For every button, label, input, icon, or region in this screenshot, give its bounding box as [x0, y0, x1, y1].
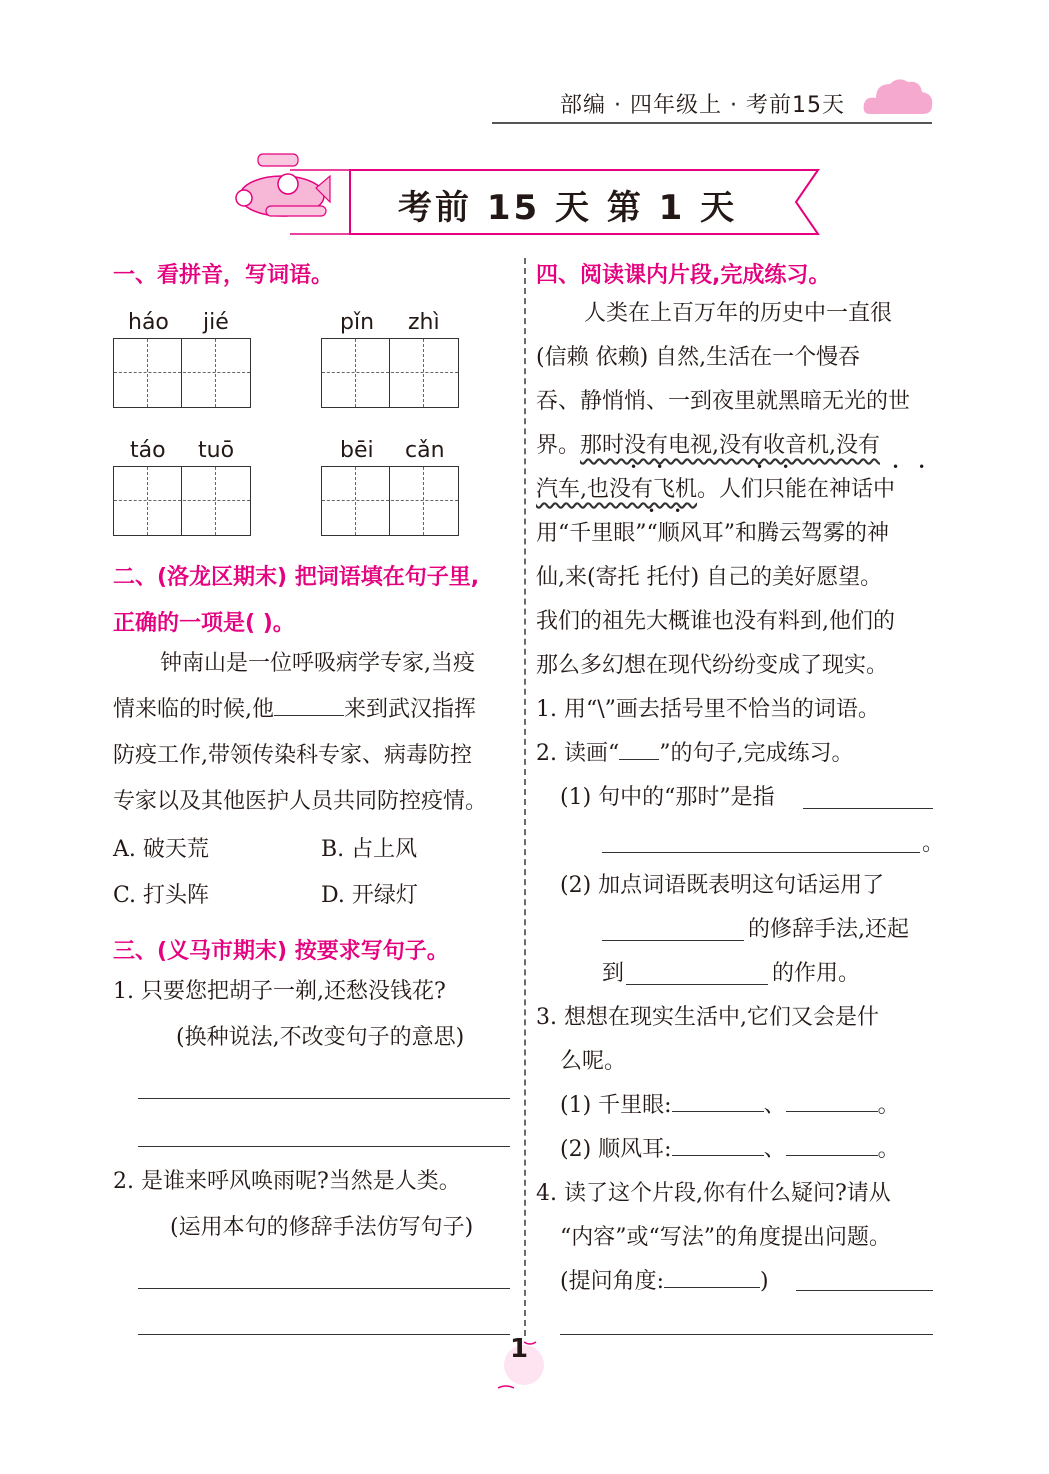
question: 4. 读了这个片段,你有什么疑问?请从: [536, 1181, 891, 1206]
column-divider: [524, 258, 526, 1336]
section3-heading: 三、(义马市期末) 按要求写句子。: [113, 939, 449, 964]
underline-sample: [619, 737, 659, 760]
question: 1. 只要您把胡子一剃,还愁没钱花?: [113, 979, 446, 1004]
pinyin: táo: [130, 438, 166, 463]
question: 2. 是谁来呼风唤雨呢?当然是人类。: [113, 1169, 461, 1194]
passage-line: 防疫工作,带领传染科专家、病毒防控: [113, 743, 472, 768]
pinyin: jié: [203, 310, 229, 335]
passage-line: 情来临的时候,他 来到武汉指挥: [113, 688, 476, 732]
fill-blank[interactable]: [664, 1265, 760, 1288]
option-a[interactable]: A. 破天荒: [113, 837, 209, 862]
pinyin: cǎn: [405, 438, 445, 463]
passage-line: 专家以及其他医护人员共同防控疫情。: [113, 789, 488, 814]
question-note: (运用本句的修辞手法仿写句子): [170, 1215, 474, 1240]
answer-line[interactable]: [560, 1334, 933, 1335]
airplane-icon: [236, 154, 330, 216]
pinyin: zhì: [408, 310, 440, 335]
fill-blank[interactable]: [786, 1133, 878, 1156]
emphasis-dots: • •: [892, 460, 926, 474]
wavy-underlined-sentence: 那时没有电视,没有收音机,没有: [580, 433, 881, 458]
passage-line: 吞、静悄悄、一到夜里就黑暗无光的世: [536, 389, 911, 414]
writing-grid[interactable]: [321, 466, 459, 536]
question: 3. 想想在现实生活中,它们又会是什: [536, 1005, 879, 1030]
question: (提问角度: ): [560, 1260, 769, 1304]
question: “内容”或“写法”的角度提出问题。: [560, 1225, 891, 1250]
option-c[interactable]: C. 打头阵: [113, 883, 210, 908]
fill-blank[interactable]: [672, 1089, 764, 1112]
question: 的修辞手法,还起: [748, 917, 909, 942]
pinyin: tuō: [198, 438, 235, 463]
section2-heading: 二、(洛龙区期末) 把词语填在句子里,: [113, 565, 480, 590]
question: 的作用。: [772, 961, 861, 986]
question: (1) 千里眼: 、 。: [560, 1084, 900, 1128]
cloud-icon: [862, 76, 934, 116]
writing-grid[interactable]: [321, 338, 459, 408]
passage-line: 那么多幻想在现代纷纷变成了现实。: [536, 653, 889, 678]
passage-line: 汽车,也没有飞机。人们只能在神话中: [536, 477, 896, 502]
passage-line: 我们的祖先大概谁也没有料到,他们的: [536, 609, 895, 634]
question: 2. 读画“ ”的句子,完成练习。: [536, 732, 853, 776]
answer-line[interactable]: [138, 1098, 510, 1099]
answer-line[interactable]: [602, 852, 920, 853]
answer-line[interactable]: [138, 1146, 510, 1147]
question: (1) 句中的“那时”是指: [560, 785, 775, 810]
passage-line: 人类在上百万年的历史中一直很: [584, 301, 893, 326]
emphasis-dots: • •: [648, 504, 682, 518]
answer-line[interactable]: [796, 1290, 933, 1291]
option-b[interactable]: B. 占上风: [321, 837, 418, 862]
question-note: (换种说法,不改变句子的意思): [176, 1025, 465, 1050]
question: 到: [602, 961, 625, 986]
question: 1. 用“\”画去括号里不恰当的词语。: [536, 697, 880, 722]
passage-line: 界。那时没有电视,没有收音机,没有: [536, 433, 881, 458]
fill-blank[interactable]: [786, 1089, 878, 1112]
answer-line[interactable]: [138, 1288, 510, 1289]
pinyin: bēi: [340, 438, 374, 463]
page-number: 1: [510, 1334, 529, 1364]
emphasis-dots: • •: [630, 460, 664, 474]
option-d[interactable]: D. 开绿灯: [321, 883, 418, 908]
writing-grid[interactable]: [113, 466, 251, 536]
question: (2) 顺风耳: 、 。: [560, 1128, 900, 1172]
answer-line[interactable]: [138, 1334, 510, 1335]
fill-blank[interactable]: [274, 693, 344, 716]
passage-line: 仙,来(寄托 托付) 自己的美好愿望。: [536, 565, 883, 590]
fill-blank[interactable]: [672, 1133, 764, 1156]
passage-line: 钟南山是一位呼吸病学专家,当疫: [160, 651, 475, 676]
writing-grid[interactable]: [113, 338, 251, 408]
pinyin: háo: [128, 310, 169, 335]
passage-line: (信赖 依赖) 自然,生活在一个慢吞: [536, 345, 861, 370]
period: 。: [922, 831, 945, 856]
pinyin: pǐn: [340, 310, 375, 335]
section4-heading: 四、阅读课内片段,完成练习。: [536, 263, 831, 288]
section1-heading: 一、看拼音，写词语。: [113, 263, 334, 288]
answer-line[interactable]: [803, 808, 933, 809]
question: 么呢。: [560, 1049, 627, 1074]
header-title: 部编 · 四年级上 · 考前15天: [560, 93, 845, 118]
wavy-underlined-sentence: 汽车,也没有飞机: [536, 477, 697, 502]
section2-heading-line2: 正确的一项是( )。: [113, 611, 295, 636]
emphasis-dots: • •: [756, 460, 790, 474]
page-title: 考前 15 天 第 1 天: [398, 188, 738, 228]
passage-line: 用“千里眼”“顺风耳”和腾云驾雾的神: [536, 521, 889, 546]
header-rule: [492, 122, 932, 124]
answer-line[interactable]: [626, 984, 768, 985]
answer-line[interactable]: [602, 940, 744, 941]
question: (2) 加点词语既表明这句话运用了: [560, 873, 885, 898]
